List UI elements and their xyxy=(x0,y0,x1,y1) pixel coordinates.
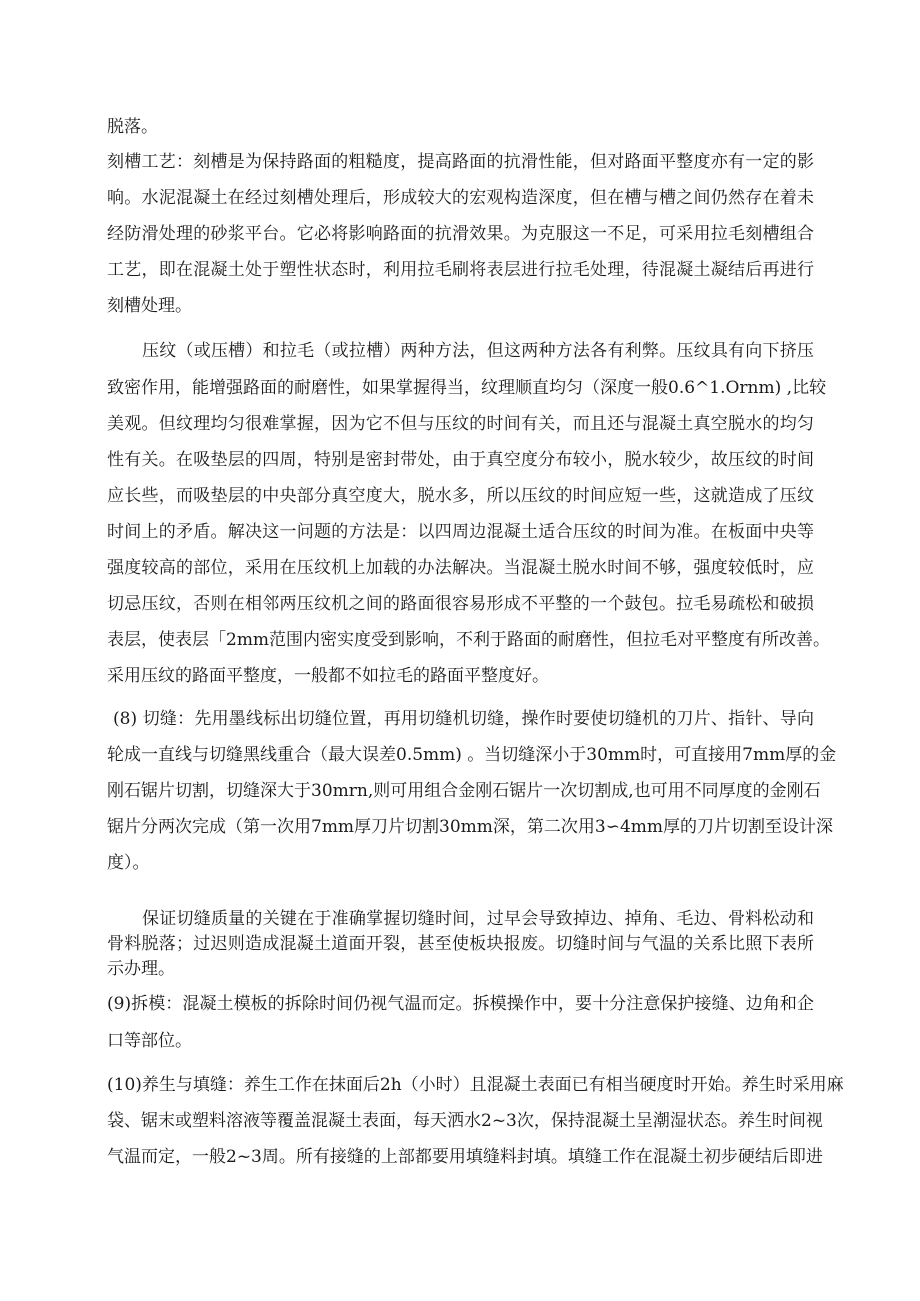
text-line: 脱落。 xyxy=(107,117,158,137)
text-line: 保证切缝质量的关键在于准确掌握切缝时间，过早会导致掉边、掉角、毛边、骨料松动和 xyxy=(142,909,814,929)
text-line: 锯片分两次完成（第一次用7mm厚刀片切割30mm深，第二次用3∽4mm厚的刀片切割至设计深 xyxy=(107,817,834,837)
text-line: 致密作用，能增强路面的耐磨性，如果掌握得当，纹理顺直均匀（深度一般0.6^1.Ornm) ,比较 xyxy=(107,378,827,398)
text-line: 性有关。在吸垫层的四周，特别是密封带处，由于真空度分布较小，脱水较少，故压纹的时间 xyxy=(107,450,814,470)
text-line: 袋、锯末或塑料溶液等覆盖混凝土表面，每天洒水2~3次，保持混凝土呈潮湿状态。养生时间视 xyxy=(107,1111,823,1131)
text-line: 刻槽工艺：刻槽是为保持路面的粗糙度，提高路面的抗滑性能，但对路面平整度亦有一定的影 xyxy=(107,152,814,172)
text-line: 轮成一直线与切缝黑线重合（最大误差0.5mm) 。当切缝深小于30mm时，可直接用7mm厚的金 xyxy=(107,745,837,765)
text-line: (8) 切缝：先用墨线标出切缝位置，再用切缝机切缝，操作时要使切缝机的刀片、指针、导向 xyxy=(113,709,814,729)
text-line: 时间上的矛盾。解决这一问题的方法是：以四周边混凝土适合压纹的时间为准。在板面中央等 xyxy=(107,522,814,542)
text-line: 刚石锯片切割，切缝深大于30mrn,则可用组合金刚石锯片一次切割成,也可用不同厚度的金刚石 xyxy=(107,781,821,801)
text-line: 骨料脱落；过迟则造成混凝土道面开裂，甚至使板块报废。切缝时间与气温的关系比照下表所 xyxy=(107,934,814,954)
text-line: 表层，使表层「2mm范围内密实度受到影响，不利于路面的耐磨性，但拉毛对平整度有所改善。 xyxy=(107,630,831,650)
text-line: 工艺，即在混凝土处于塑性状态时，利用拉毛刷将表层进行拉毛处理，待混凝土凝结后再进行 xyxy=(107,260,814,280)
text-line: 刻槽处理。 xyxy=(107,296,192,316)
text-line: (9)拆模：混凝土模板的拆除时间仍视气温而定。拆模操作中，要十分注意保护接缝、边角和企 xyxy=(107,994,814,1014)
text-line: 响。水泥混凝土在经过刻槽处理后，形成较大的宏观构造深度，但在槽与槽之间仍然存在着未 xyxy=(107,188,814,208)
text-line: 美观。但纹理均匀很难掌握，因为它不但与压纹的时间有关，而且还与混凝土真空脱水的均匀 xyxy=(107,414,814,434)
text-line: 示办理。 xyxy=(107,959,175,979)
text-line: 采用压纹的路面平整度，一般都不如拉毛的路面平整度好。 xyxy=(107,666,549,686)
text-line: 经防滑处理的砂浆平台。它必将影响路面的抗滑效果。为克服这一不足，可采用拉毛刻槽组合 xyxy=(107,224,814,244)
text-line: 口等部位。 xyxy=(107,1031,192,1051)
text-line: 应长些，而吸垫层的中央部分真空度大，脱水多，所以压纹的时间应短一些，这就造成了压纹 xyxy=(107,486,814,506)
text-line: 度）。 xyxy=(107,853,150,873)
text-line: 切忌压纹，否则在相邻两压纹机之间的路面很容易形成不平整的一个鼓包。拉毛易疏松和破损 xyxy=(107,594,814,614)
text-line: 压纹（或压槽）和拉毛（或拉槽）两种方法，但这两种方法各有利弊。压纹具有向下挤压 xyxy=(142,341,814,361)
text-line: 强度较高的部位，采用在压纹机上加载的办法解决。当混凝土脱水时间不够，强度较低时，应 xyxy=(107,558,814,578)
text-line: (10)养生与填缝：养生工作在抹面后2h（小时）且混凝土表面已有相当硬度时开始。养生时采用麻 xyxy=(107,1075,844,1095)
text-line: 气温而定，一般2~3周。所有接缝的上部都要用填缝料封填。填缝工作在混凝土初步硬结后即进 xyxy=(107,1147,823,1167)
